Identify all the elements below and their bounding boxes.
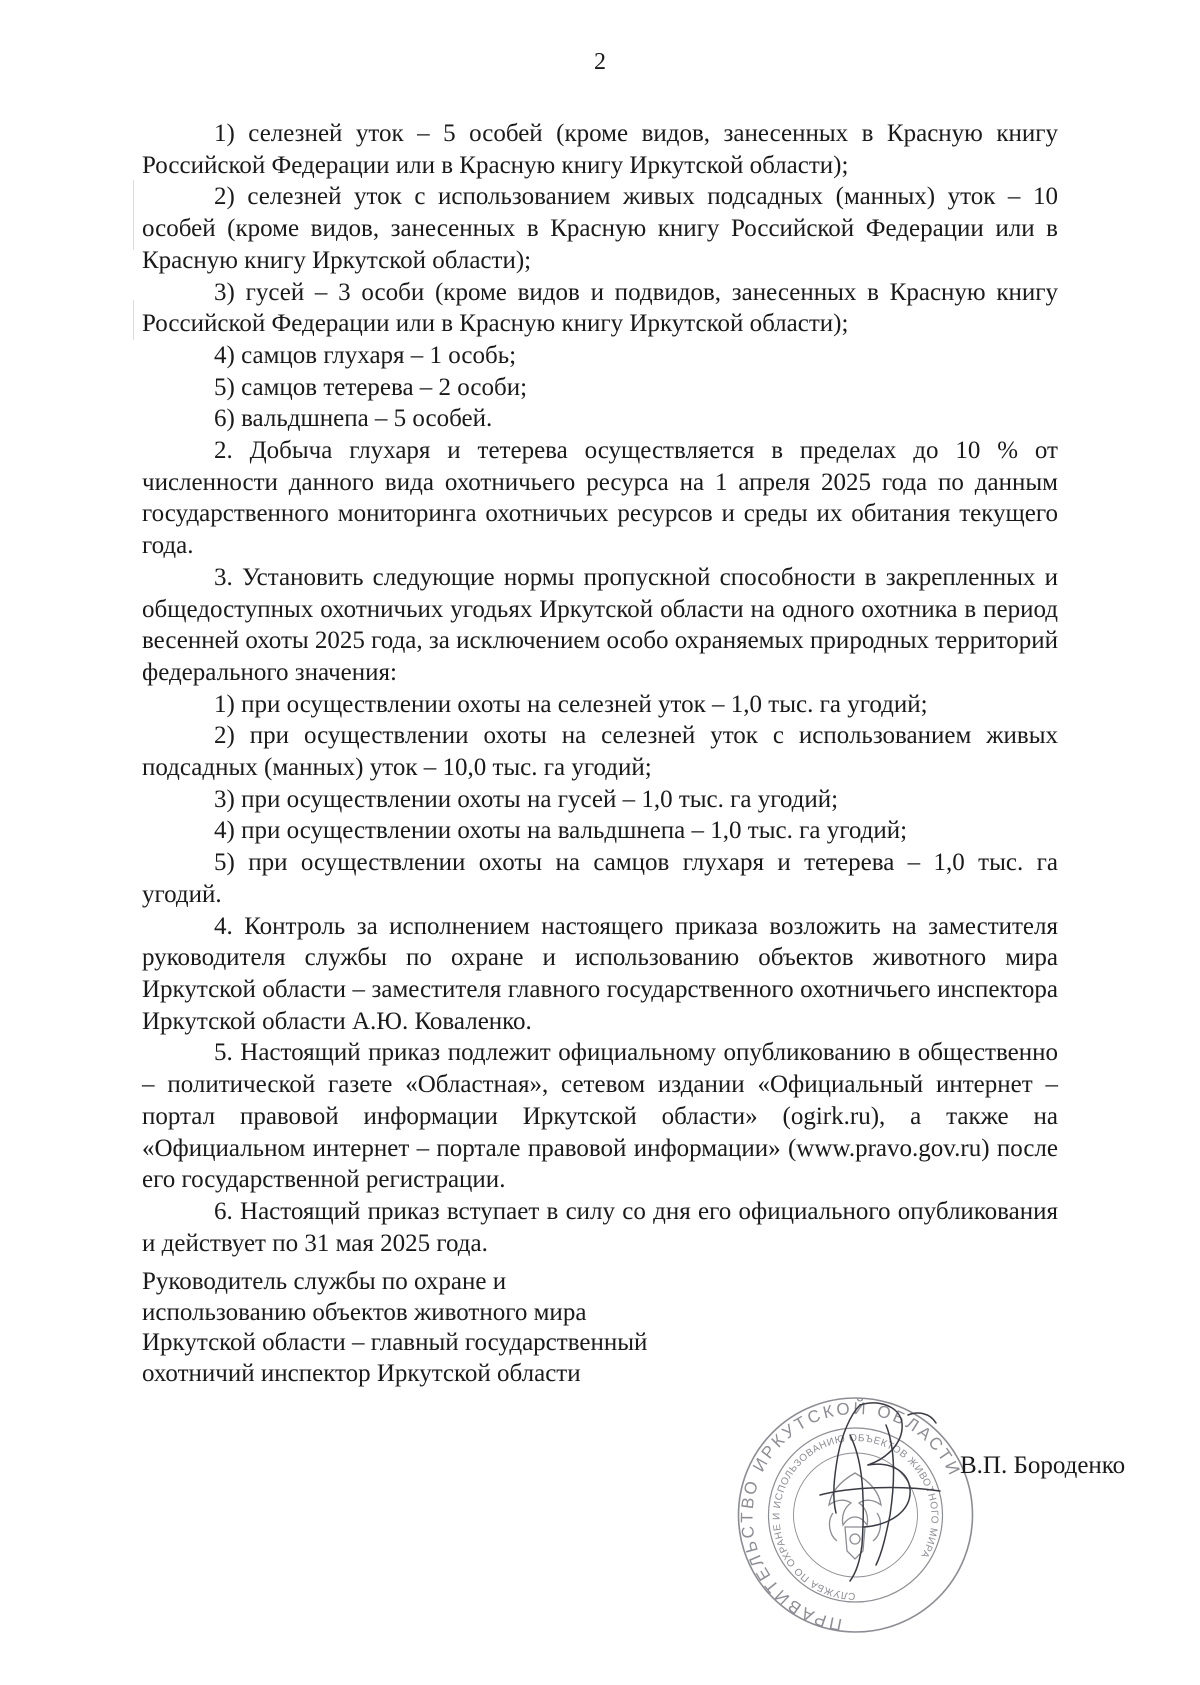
signatory-title [142, 1267, 647, 1389]
scan-margin-mark [133, 180, 134, 250]
paragraph: 3) при осуществлении охоты на гусей – 1,0 тыс. га угодий; [214, 785, 839, 813]
paragraph: 3. Установить следующие нормы пропускной способности в закрепленных и общедоступных охотничьих угодьях Иркутской области на одного охотника в период весенней охоты 2025 года, за исключением особо охраняемых природных территорий федерального значения: [142, 563, 1058, 686]
paragraph: 5. Настоящий приказ подлежит официальному опубликованию в общественно – политической газете «Областная», сетевом издании «Официальный интернет – портал правовой информации Иркутской области» (ogirk.ru), а также на «Официальном интернет – портале правовой информации» (www.pravo.gov.ru) после его государственной регистрации. [142, 1039, 1058, 1194]
signatory-name: В.П. Бороденко [960, 1452, 1126, 1479]
paragraph: 4) при осуществлении охоты на вальдшнепа – 1,0 тыс. га угодий; [214, 817, 908, 845]
paragraph: 4) самцов глухаря – 1 особь; [214, 341, 517, 369]
document-body [142, 118, 1058, 1259]
paragraph: 2) селезней уток с использованием живых подсадных (манных) уток – 10 особей (кроме видов, занесенных в Красную книгу Российской Федерации или в Красную книгу Иркутской области); [142, 183, 1058, 274]
scan-margin-mark [133, 300, 134, 340]
paragraph: 1) селезней уток – 5 особей (кроме видов, занесенных в Красную книгу Российской Федерации или в Красную книгу Иркутской области); [142, 120, 1058, 179]
handwritten-signature-icon [790, 1395, 970, 1585]
seal-inner-text: СЛУЖБА ПО ОХРАНЕ И ИСПОЛЬЗОВАНИЮ ОБЪЕКТОВ ЖИВОТНОГО МИРА [771, 1432, 940, 1602]
page-number: 2 [594, 49, 606, 75]
paragraph: 6. Настоящий приказ вступает в силу со дня его официального опубликования и действует по 31 мая 2025 года. [142, 1197, 1058, 1257]
signatory-title-line: использованию объектов животного мира [142, 1298, 587, 1326]
paragraph: 2) при осуществлении охоты на селезней уток с использованием живых подсадных (манных) уток – 10,0 тыс. га угодий; [142, 722, 1058, 782]
seal-outer-text: ПРАВИТЕЛЬСТВО ИРКУТСКОЙ ОБЛАСТИ [737, 1398, 965, 1635]
signatory-title-line: Иркутской области – главный государственный [142, 1329, 648, 1356]
signatory-title-line: Руководитель службы по охране и [142, 1268, 507, 1295]
paragraph: 5) самцов тетерева – 2 особи; [214, 373, 528, 401]
paragraph: 3) гусей – 3 особи (кроме видов и подвидов, занесенных в Красную книгу Российской Федерации или в Красную книгу Иркутской области); [142, 278, 1058, 338]
paragraph: 4. Контроль за исполнением настоящего приказа возложить на заместителя руководителя службы по охране и использованию объектов животного мира Иркутской области – заместителя главного государственного охотничьего инспектора Иркутской области А.Ю. Коваленко. [142, 912, 1058, 1035]
paragraph: 5) при осуществлении охоты на самцов глухаря и тетерева – 1,0 тыс. га угодий. [142, 849, 1058, 908]
paragraph: 1) при осуществлении охоты на селезней уток – 1,0 тыс. га угодий; [214, 690, 928, 718]
paragraph: 2. Добыча глухаря и тетерева осуществляется в пределах до 10 % от численности данного вида охотничьего ресурса на 1 апреля 2025 года по данным государственного мониторинга охотничьих ресурсов и среды их обитания текущего года. [142, 437, 1058, 560]
signatory-title-line: охотничий инспектор Иркутской области [142, 1359, 581, 1387]
paragraph: 6) вальдшнепа – 5 особей. [214, 405, 493, 433]
